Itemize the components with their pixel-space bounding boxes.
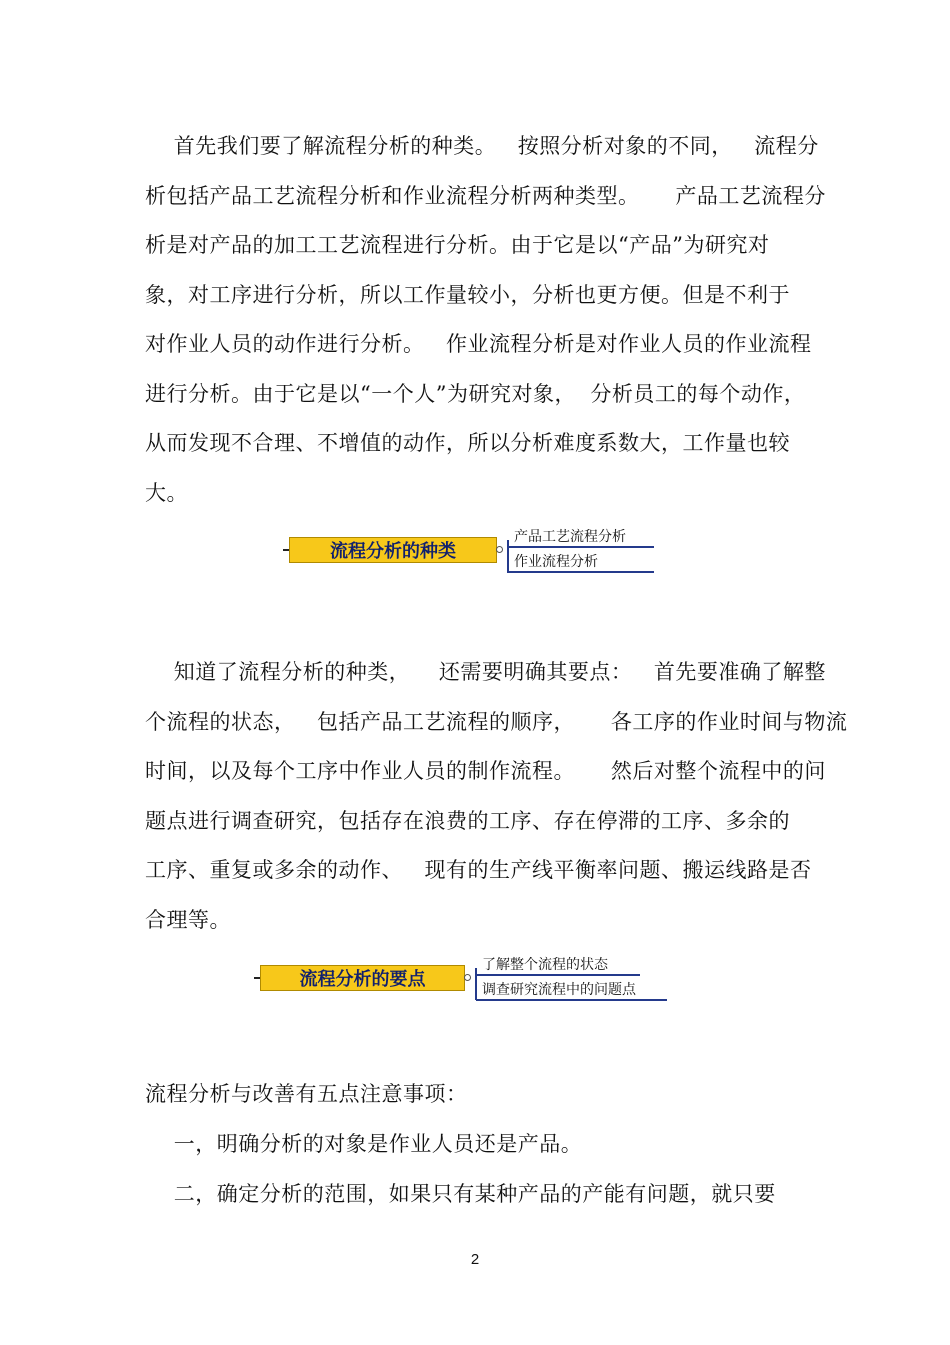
- text-line: 从而发现不合理、不增值的动作，所以分析难度系数大，工作量也较: [145, 431, 790, 455]
- text-line: 知道了流程分析的种类， 还需要明确其要点： 首先要准确了解整: [145, 660, 826, 684]
- mindmap-collapse-knob: [464, 974, 471, 981]
- mindmap-branch-node: 产品工艺流程分析: [508, 528, 654, 548]
- text-line: 析是对产品的加工工艺流程进行分析。由于它是以“产品”为研究对: [145, 233, 770, 257]
- text-line: 题点进行调查研究，包括存在浪费的工序、存在停滞的工序、多余的: [145, 809, 790, 833]
- text-line: 大。: [145, 481, 188, 505]
- text-line: 时间，以及每个工序中作业人员的制作流程。 然后对整个流程中的问: [145, 759, 826, 783]
- text-line: 析包括产品工艺流程分析和作业流程分析两种类型。 产品工艺流程分: [145, 184, 826, 208]
- text-line: 二，确定分析的范围，如果只有某种产品的产能有问题，就只要: [145, 1182, 776, 1206]
- mindmap-branch-node: 调查研究流程中的问题点: [476, 981, 667, 1001]
- mindmap-branch-node: 了解整个流程的状态: [476, 956, 640, 976]
- text-line: 流程分析与改善有五点注意事项：: [145, 1082, 468, 1106]
- text-line: 一，明确分析的对象是作业人员还是产品。: [145, 1132, 583, 1156]
- mindmap-collapse-knob: [496, 546, 503, 553]
- text-line: 对作业人员的动作进行分析。 作业流程分析是对作业人员的作业流程: [145, 332, 812, 356]
- text-line: 进行分析。由于它是以“一个人”为研究对象， 分析员工的每个动作，: [145, 382, 806, 406]
- text-line: 首先我们要了解流程分析的种类。 按照分析对象的不同， 流程分: [145, 134, 819, 158]
- page-number: 2: [470, 1251, 480, 1268]
- text-line: 工序、重复或多余的动作、 现有的生产线平衡率问题、搬运线路是否: [145, 858, 812, 882]
- mindmap-center-node: 流程分析的种类: [289, 537, 497, 563]
- mindmap-branch-node: 作业流程分析: [508, 553, 654, 573]
- mindmap-center-node: 流程分析的要点: [260, 965, 465, 991]
- text-line: 象，对工序进行分析，所以工作量较小，分析也更方便。但是不利于: [145, 283, 790, 307]
- text-line: 合理等。: [145, 908, 231, 932]
- text-line: 个流程的状态， 包括产品工艺流程的顺序， 各工序的作业时间与物流: [145, 710, 848, 734]
